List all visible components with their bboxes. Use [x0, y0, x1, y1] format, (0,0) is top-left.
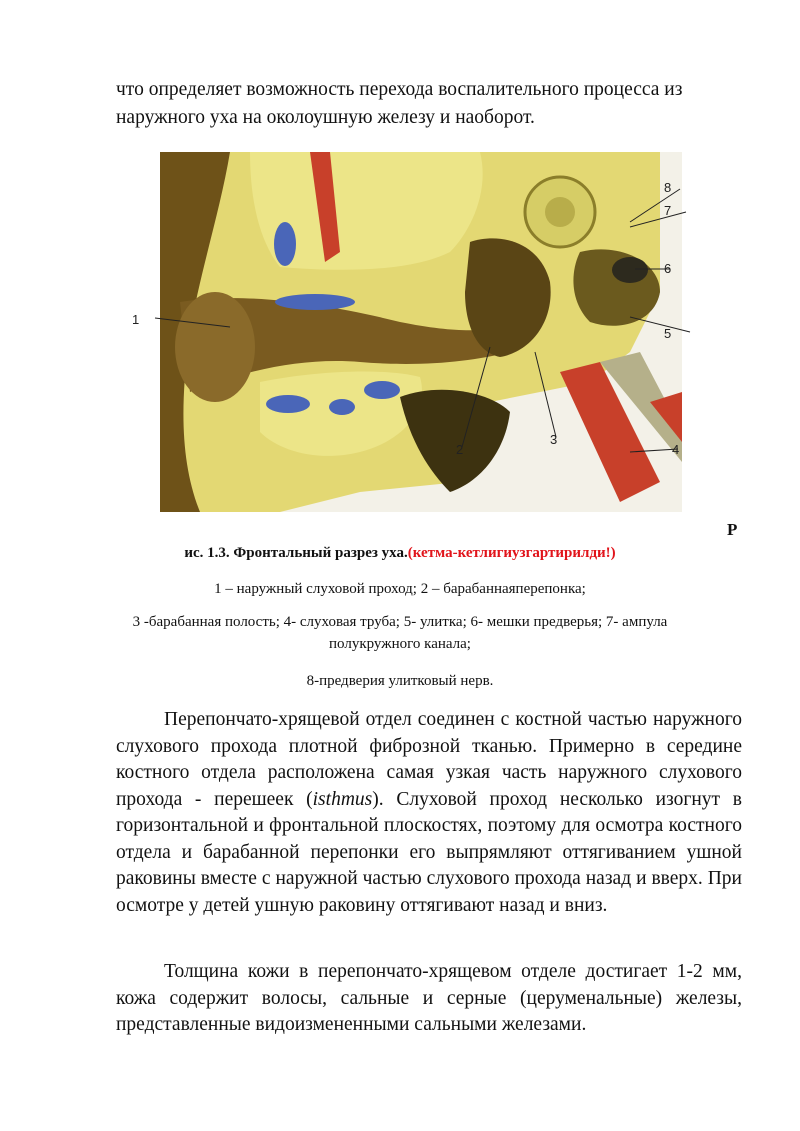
caption-line-1: 1 – наружный слуховой проход; 2 – барабаннаяперепонка;	[214, 581, 586, 597]
figure-label-6: 6	[664, 261, 672, 276]
figure-label-5: 5	[664, 326, 672, 341]
figure-label-1: 1	[132, 312, 140, 327]
figure-label-7: 7	[664, 203, 672, 218]
body-paragraph-1	[116, 707, 742, 919]
paragraph-1-part-b: ). Слуховой проход несколько изогнут в горизонтальной и фронтальной плоскостях, поэтому для осмотра костного отдела и барабанной перепонки его выпрямляют оттягиванием ушной раковины вместе с наружной частью слухового прохода назад и вверх. При осмотре у детей ушную раковину оттягивают назад и вниз.	[116, 788, 742, 916]
figure-label-2: 2	[456, 442, 464, 457]
caption-line-3: 8-предверия улитковый нерв.	[306, 673, 494, 689]
intro-paragraph: что определяет возможность перехода воспалительного процесса из наружного уха на околоушную железу и наоборот.	[116, 79, 683, 128]
figure-label-8: 8	[664, 180, 672, 195]
figure-label-3: 3	[550, 432, 558, 447]
figure-label-4: 4	[672, 442, 680, 457]
caption-title-text: ис. 1.3. Фронтальный разрез уха.	[184, 545, 408, 561]
body-paragraph-2: Толщина кожи в перепончато-хрящевом отделе достигает 1-2 мм, кожа содержит волосы, сальные и серные (церуменальные) железы, представленные видоизмененными сальными железами.	[116, 961, 742, 1035]
caption-line-2: 3 -барабанная полость; 4- слуховая труба; 5- улитка; 6- мешки предверья; 7- ампула полукружного канала;	[132, 614, 668, 652]
side-letter: Р	[727, 520, 738, 539]
ear-anatomy-illustration	[132, 152, 682, 512]
isthmus-term: isthmus	[312, 788, 373, 810]
ear-cross-section-figure	[132, 152, 682, 512]
figure-caption-title	[0, 545, 800, 562]
caption-title-note: (кетма-кетлигиузгартирилди!)	[407, 545, 616, 561]
paragraph-1-part-a: Перепончато-хрящевой отдел соединен с костной частью наружного слухового прохода плотной фиброзной тканью. Примерно в середине костного отдела расположена самая узкая часть наружного слухового прохода - перешеек (	[116, 709, 742, 810]
